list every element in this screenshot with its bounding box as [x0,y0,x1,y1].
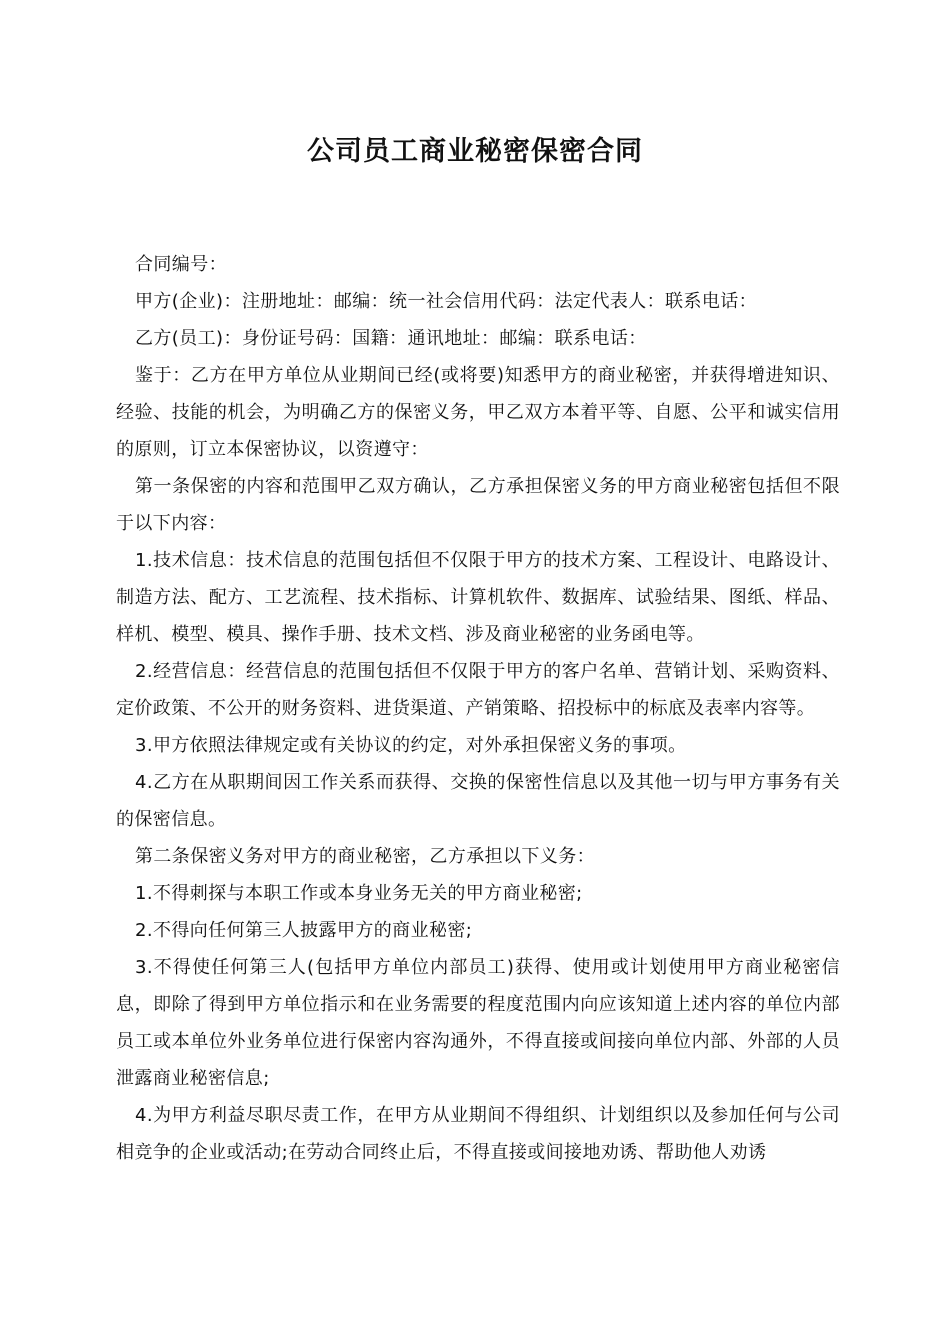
article-one-item-2: 2.经营信息：经营信息的范围包括但不仅限于甲方的客户名单、营销计划、采购资料、定价政策、不公开的财务资料、进货渠道、产销策略、招投标中的标底及表率内容等。 [116,661,840,719]
party-a-line: 甲方(企业)：注册地址：邮编：统一社会信用代码：法定代表人：联系电话： [135,291,758,312]
article-one-item-1: 1.技术信息：技术信息的范围包括但不仅限于甲方的技术方案、工程设计、电路设计、制造方法、配方、工艺流程、技术指标、计算机软件、数据库、试验结果、图纸、样品、样机、模型、模具、操作手册、技术文档、涉及商业秘密的业务函电等。 [116,550,840,645]
contract-number-line: 合同编号： [135,254,227,275]
article-two-item-3: 3.不得使任何第三人(包括甲方单位内部员工)获得、使用或计划使用甲方商业秘密信息，即除了得到甲方单位指示和在业务需要的程度范围内向应该知道上述内容的单位内部员工或本单位外业务单位进行保密内容沟通外，不得直接或间接向单位内部、外部的人员泄露商业秘密信息; [116,957,840,1089]
document-body [116,246,840,1171]
article-one-heading: 第一条保密的内容和范围甲乙双方确认，乙方承担保密义务的甲方商业秘密包括但不限于以下内容： [116,476,840,534]
document-title: 公司员工商业秘密保密合同 [307,136,643,167]
article-one-item-3: 3.甲方依照法律规定或有关协议的约定，对外承担保密义务的事项。 [135,735,687,756]
article-two-heading: 第二条保密义务对甲方的商业秘密，乙方承担以下义务： [135,846,595,867]
article-two-item-4: 4.为甲方利益尽职尽责工作，在甲方从业期间不得组织、计划组织以及参加任何与公司相竞争的企业或活动;在劳动合同终止后，不得直接或间接地劝诱、帮助他人劝诱 [116,1105,840,1163]
article-one-item-4: 4.乙方在从职期间因工作关系而获得、交换的保密性信息以及其他一切与甲方事务有关的保密信息。 [116,772,840,830]
article-two-item-2: 2.不得向任何第三人披露甲方的商业秘密; [135,920,473,941]
party-b-line: 乙方(员工)：身份证号码：国籍：通讯地址：邮编：联系电话： [135,328,647,349]
preamble-paragraph: 鉴于：乙方在甲方单位从业期间已经(或将要)知悉甲方的商业秘密，并获得增进知识、经验、技能的机会，为明确乙方的保密义务，甲乙双方本着平等、自愿、公平和诚实信用的原则，订立本保密协议，以资遵守： [116,365,840,460]
article-two-item-1: 1.不得刺探与本职工作或本身业务无关的甲方商业秘密; [135,883,583,904]
